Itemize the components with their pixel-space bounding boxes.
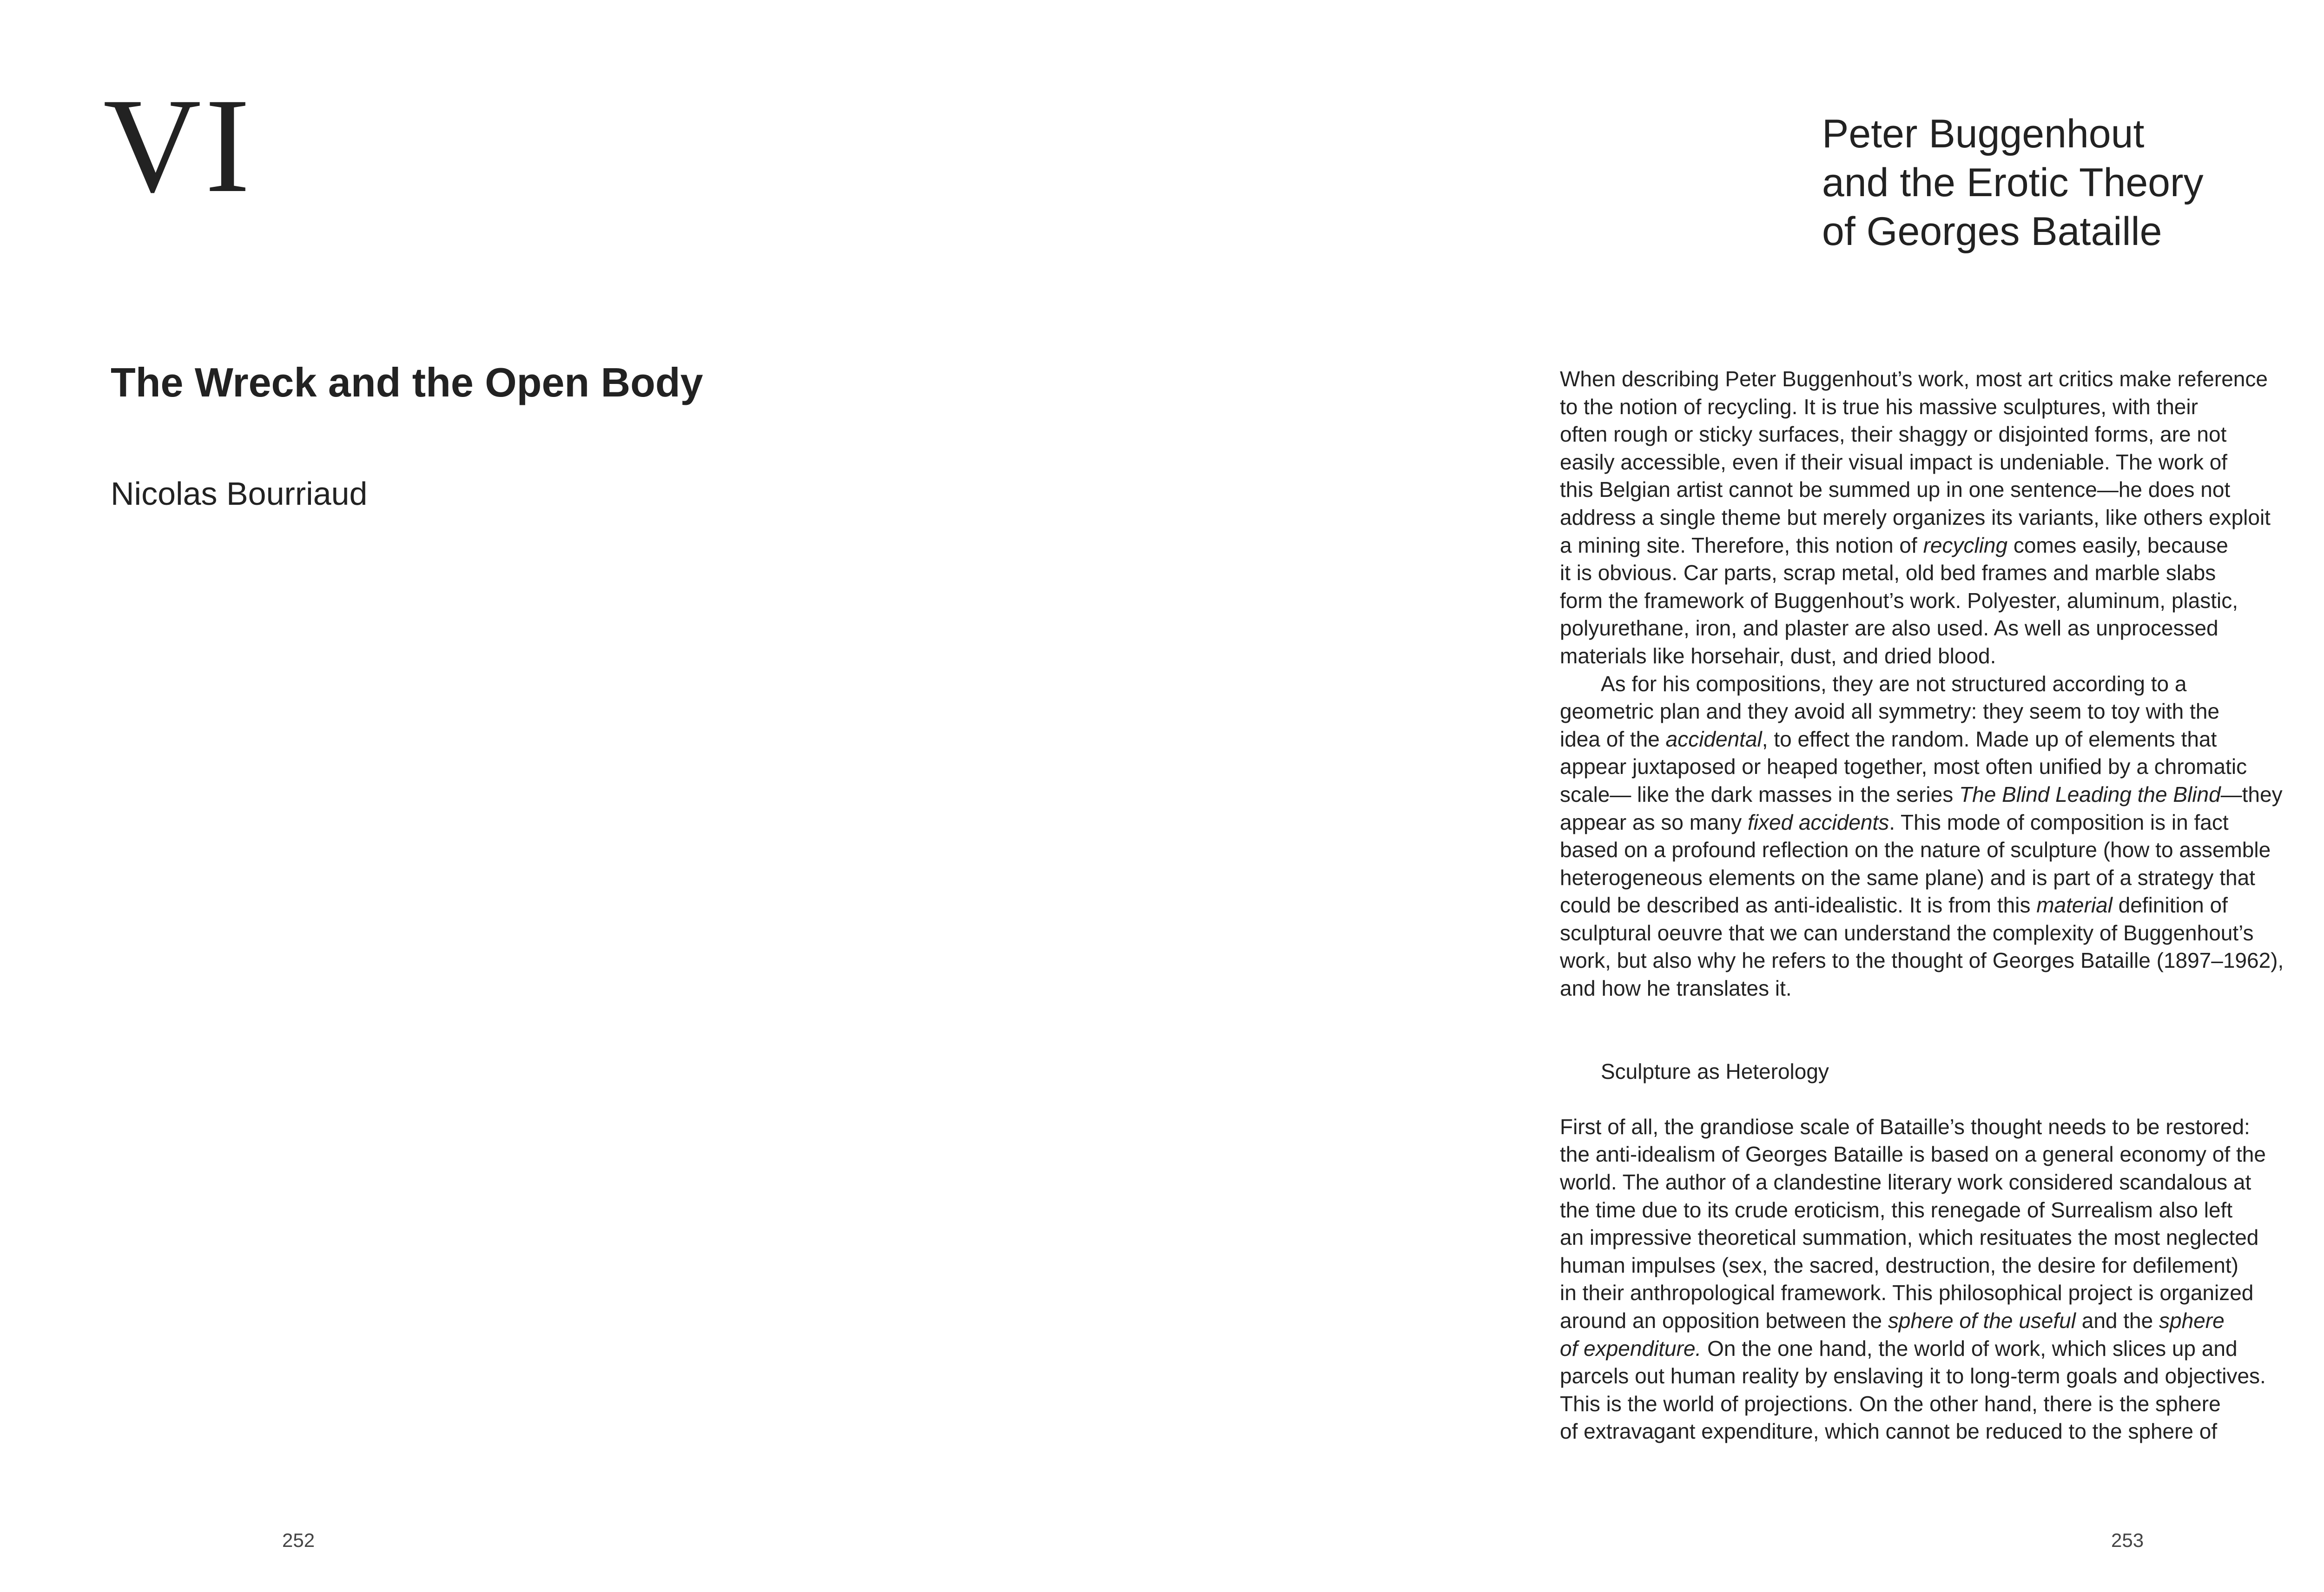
text-line (1560, 864, 2324, 892)
text-run: . This mode of composition is in fact (1889, 810, 2229, 834)
text-line (1560, 393, 2324, 421)
text-run: this Belgian artist cannot be summed up in one sentence—he does not (1560, 477, 2231, 502)
text-line (1560, 559, 2324, 587)
text-run: First of all, the grandiose scale of Bataille’s thought needs to be restored: (1560, 1114, 2250, 1139)
text-line (1560, 809, 2324, 837)
text-line (1560, 614, 2324, 642)
text-line (1560, 365, 2324, 393)
running-title-line: and the Erotic Theory (1822, 160, 2204, 205)
text-line (1560, 1141, 2324, 1169)
text-run: the time due to its crude eroticism, this renegade of Surrealism also left (1560, 1197, 2233, 1222)
text-run: definition of (2112, 893, 2228, 918)
text-line (1560, 1362, 2324, 1390)
running-title-line: Peter Buggenhout (1822, 112, 2145, 156)
page-number-right: 253 (2111, 1529, 2144, 1551)
text-run: sculptural oeuvre that we can understand the complexity of Buggenhout’s (1560, 920, 2254, 945)
text-run: based on a profound reflection on the nature of sculpture (how to assemble (1560, 838, 2271, 862)
text-line (1560, 892, 2324, 919)
text-line (1560, 532, 2324, 560)
essay-body (1560, 365, 2324, 1446)
chapter-numeral: VI (103, 71, 254, 221)
text-run: the anti-idealism of Georges Bataille is based on a general economy of the (1560, 1142, 2266, 1167)
text-line (1560, 1279, 2324, 1307)
text-line (1560, 1113, 2324, 1141)
text-run: work, but also why he refers to the thought of Georges Bataille (1897–1962), (1560, 948, 2284, 973)
essay-title: The Wreck and the Open Body (111, 359, 703, 405)
text-run: a mining site. Therefore, this notion of (1560, 533, 1923, 557)
text-run: When describing Peter Buggenhout’s work, most art critics make reference (1560, 367, 2268, 391)
text-run: world. The author of a clandestine literary work considered scandalous at (1560, 1170, 2251, 1195)
italic-run: material (2036, 893, 2113, 918)
text-run: As for his compositions, they are not structured according to a (1601, 671, 2187, 696)
text-line (1560, 1224, 2324, 1252)
section-heading: Sculpture as Heterology (1601, 1059, 1829, 1083)
text-run: address a single theme but merely organizes its variants, like others exploit (1560, 505, 2271, 529)
text-run: parcels out human reality by enslaving it to long-term goals and objectives. (1560, 1364, 2266, 1388)
text-line (1560, 449, 2324, 476)
essay-author: Nicolas Bourriaud (111, 476, 368, 512)
text-line (1560, 975, 2324, 1003)
text-line (1560, 1307, 2324, 1335)
text-run: to the notion of recycling. It is true his massive sculptures, with their (1560, 394, 2198, 419)
text-run: human impulses (sex, the sacred, destruction, the desire for defilement) (1560, 1253, 2238, 1277)
right-page (1208, 0, 2324, 1592)
text-run: an impressive theoretical summation, which resituates the most neglected (1560, 1225, 2259, 1250)
text-run: heterogeneous elements on the same plane) and is part of a strategy that (1560, 865, 2255, 890)
text-line (1560, 781, 2324, 809)
text-run: , to effect the random. Made up of elements that (1762, 727, 2217, 751)
text-line (1560, 1390, 2324, 1418)
text-run: and how he translates it. (1560, 976, 1792, 1001)
text-run: idea of the (1560, 727, 1666, 751)
text-line (1560, 919, 2324, 947)
text-run: and the (2075, 1308, 2159, 1333)
text-run: form the framework of Buggenhout’s work. Polyester, aluminum, plastic, (1560, 588, 2238, 613)
italic-run: fixed accidents (1748, 810, 1889, 834)
page-number-left: 252 (282, 1529, 315, 1551)
running-title-line: of Georges Bataille (1822, 209, 2162, 254)
text-line (1560, 947, 2324, 975)
text-line (1560, 1335, 2324, 1363)
text-run: On the one hand, the world of work, which slices up and (1701, 1336, 2238, 1361)
text-line (1560, 1169, 2324, 1196)
text-line (1560, 836, 2324, 864)
italic-run: sphere (2159, 1308, 2225, 1333)
text-line (1560, 1252, 2324, 1280)
italic-run: The Blind Leading the Blind (1959, 782, 2221, 806)
text-run: appear juxtaposed or heaped together, most often unified by a chromatic (1560, 754, 2247, 779)
text-run: around an opposition between the (1560, 1308, 1888, 1333)
text-run: of extravagant expenditure, which cannot be reduced to the sphere of (1560, 1419, 2218, 1444)
running-title (1822, 110, 2324, 256)
text-run: in their anthropological framework. This philosophical project is organized (1560, 1281, 2254, 1305)
italic-run: accidental (1665, 727, 1762, 751)
text-run: —they (2220, 782, 2283, 806)
text-line (1560, 670, 2324, 698)
text-line (1560, 1196, 2324, 1224)
italic-run: of expenditure. (1560, 1336, 1702, 1361)
text-line (1560, 698, 2324, 726)
text-run: could be described as anti-idealistic. It is from this (1560, 893, 2037, 918)
italic-run: sphere of the useful (1888, 1308, 2076, 1333)
text-line (1560, 726, 2324, 753)
text-run: scale— like the dark masses in the series (1560, 782, 1960, 806)
text-run: This is the world of projections. On the other hand, there is the sphere (1560, 1391, 2221, 1416)
text-line (1560, 1418, 2324, 1446)
text-run: geometric plan and they avoid all symmetry: they seem to toy with the (1560, 699, 2219, 724)
text-run: easily accessible, even if their visual impact is undeniable. The work of (1560, 449, 2228, 474)
text-line (1560, 587, 2324, 615)
text-line (1560, 642, 2324, 670)
text-run: comes easily, because (2007, 533, 2228, 557)
text-run: often rough or sticky surfaces, their shaggy or disjointed forms, are not (1560, 422, 2227, 447)
text-line (1560, 421, 2324, 449)
paragraph (1560, 1113, 2324, 1446)
italic-run: recycling (1923, 533, 2008, 557)
text-run: polyurethane, iron, and plaster are also used. As well as unprocessed (1560, 616, 2218, 641)
text-run: appear as so many (1560, 810, 1748, 834)
text-line (1560, 476, 2324, 504)
text-line (1560, 753, 2324, 781)
text-line (1560, 504, 2324, 532)
text-run: materials like horsehair, dust, and dried blood. (1560, 643, 1996, 668)
text-run: it is obvious. Car parts, scrap metal, old bed frames and marble slabs (1560, 561, 2216, 585)
paragraph (1560, 365, 2324, 670)
paragraph (1560, 670, 2324, 1003)
